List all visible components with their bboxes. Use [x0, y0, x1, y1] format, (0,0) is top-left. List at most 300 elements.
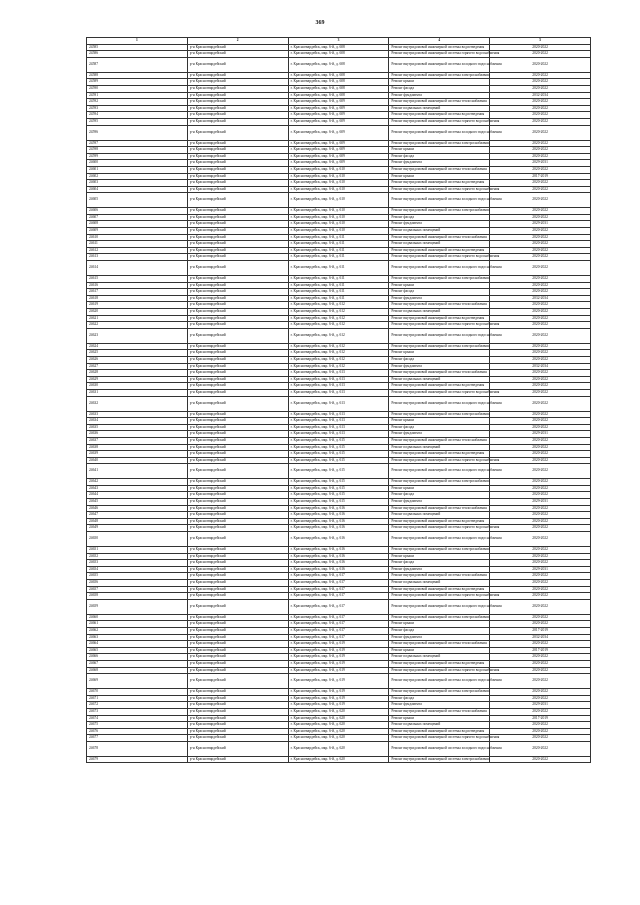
row-number-cell: 24600	[87, 160, 188, 167]
work-type-cell: Ремонт крыши	[389, 350, 490, 357]
work-type-cell: Ремонт подвальных помещений	[389, 444, 490, 451]
table-row	[87, 328, 591, 343]
district-cell: р-н Красногвардейский	[187, 547, 288, 554]
table-row	[87, 376, 591, 383]
table-body	[87, 44, 591, 763]
period-cell: 2020-2022	[490, 479, 591, 486]
address-cell: г. Красногвардейск, мкр. 6-й, д. 611	[288, 247, 389, 254]
table-row	[87, 147, 591, 154]
period-cell: 2020-2022	[490, 140, 591, 147]
table-row	[87, 282, 591, 289]
work-type-cell: Ремонт внутридомовой инженерной системы теплоснабжения	[389, 641, 490, 648]
work-type-cell: Ремонт фасада	[389, 627, 490, 634]
work-type-cell: Ремонт внутридомовой инженерной системы горячего водоснабжения	[389, 457, 490, 464]
row-number-cell: 24590	[87, 85, 188, 92]
address-cell: г. Красногвардейск, мкр. 6-й, д. 610	[288, 208, 389, 215]
row-number-cell: 24605	[87, 193, 188, 208]
work-type-cell: Ремонт фасада	[389, 492, 490, 499]
district-cell: р-н Красногвардейский	[187, 228, 288, 235]
address-cell: г. Красногвардейск, мкр. 6-й, д. 617	[288, 599, 389, 614]
district-cell: р-н Красногвардейский	[187, 153, 288, 160]
table-row	[87, 451, 591, 458]
district-cell: р-н Красногвардейский	[187, 479, 288, 486]
address-cell: г. Красногвардейск, мкр. 6-й, д. 608	[288, 57, 389, 72]
period-cell: 2020-2022	[490, 247, 591, 254]
address-cell: г. Красногвардейск, мкр. 6-й, д. 609	[288, 99, 389, 106]
address-cell: г. Красногвардейск, мкр. 6-й, д. 615	[288, 451, 389, 458]
period-cell: 2029-2031	[490, 221, 591, 228]
period-cell: 2020-2022	[490, 580, 591, 587]
period-cell: 2029-2031	[490, 160, 591, 167]
work-type-cell: Ремонт фундамента	[389, 92, 490, 99]
work-type-cell: Ремонт фундамента	[389, 160, 490, 167]
table-row	[87, 322, 591, 329]
work-type-cell: Ремонт внутридомовой инженерной системы водоотведения	[389, 112, 490, 119]
address-cell: г. Красногвардейск, мкр. 6-й, д. 616	[288, 553, 389, 560]
work-type-cell: Ремонт фасада	[389, 214, 490, 221]
table-row	[87, 193, 591, 208]
work-type-cell: Ремонт крыши	[389, 282, 490, 289]
table-row	[87, 715, 591, 722]
table-row	[87, 295, 591, 302]
work-type-cell: Ремонт крыши	[389, 79, 490, 86]
table-row	[87, 411, 591, 418]
period-cell: 2020-2022	[490, 689, 591, 696]
work-type-cell: Ремонт подвальных помещений	[389, 105, 490, 112]
work-type-cell: Ремонт внутридомовой инженерной системы холодного водоснабжения	[389, 261, 490, 276]
address-cell: г. Красногвардейск, мкр. 6-й, д. 620	[288, 715, 389, 722]
address-cell: г. Красногвардейск, мкр. 6-й, д. 609	[288, 125, 389, 140]
work-type-cell: Ремонт фасада	[389, 424, 490, 431]
address-cell: г. Красногвардейск, мкр. 6-й, д. 608	[288, 79, 389, 86]
row-number-cell: 24673	[87, 708, 188, 715]
work-type-cell: Ремонт внутридомовой инженерной системы горячего водоснабжения	[389, 51, 490, 58]
work-type-cell: Ремонт внутридомовой инженерной системы теплоснабжения	[389, 573, 490, 580]
period-cell: 2020-2022	[490, 85, 591, 92]
work-type-cell: Ремонт внутридомовой инженерной системы холодного водоснабжения	[389, 57, 490, 72]
row-number-cell: 24678	[87, 741, 188, 756]
district-cell: р-н Красногвардейский	[187, 525, 288, 532]
address-cell: г. Красногвардейск, мкр. 6-й, д. 616	[288, 518, 389, 525]
work-type-cell: Ремонт внутридомовой инженерной системы теплоснабжения	[389, 437, 490, 444]
row-number-cell: 24648	[87, 518, 188, 525]
district-cell: р-н Красногвардейский	[187, 118, 288, 125]
work-type-cell: Ремонт внутридомовой инженерной системы теплоснабжения	[389, 234, 490, 241]
address-cell: г. Красногвардейск, мкр. 6-й, д. 612	[288, 322, 389, 329]
table-row	[87, 660, 591, 667]
district-cell: р-н Красногвардейский	[187, 560, 288, 567]
row-number-cell: 24585	[87, 44, 188, 51]
district-cell: р-н Красногвардейский	[187, 573, 288, 580]
district-cell: р-н Красногвардейский	[187, 57, 288, 72]
period-cell: 2020-2022	[490, 518, 591, 525]
district-cell: р-н Красногвардейский	[187, 140, 288, 147]
address-cell: г. Красногвардейск, мкр. 6-й, д. 608	[288, 51, 389, 58]
work-type-cell: Ремонт внутридомовой инженерной системы холодного водоснабжения	[389, 741, 490, 756]
row-number-cell: 24655	[87, 573, 188, 580]
period-cell: 2020-2022	[490, 621, 591, 628]
row-number-cell: 24679	[87, 756, 188, 763]
period-cell: 2020-2022	[490, 444, 591, 451]
work-type-cell: Ремонт подвальных помещений	[389, 722, 490, 729]
row-number-cell: 24588	[87, 72, 188, 79]
row-number-cell: 24665	[87, 647, 188, 654]
row-number-cell: 24656	[87, 580, 188, 587]
work-type-cell: Ремонт внутридомовой инженерной системы горячего водоснабжения	[389, 389, 490, 396]
address-cell: г. Красногвардейск, мкр. 6-й, д. 610	[288, 180, 389, 187]
period-cell: 2020-2022	[490, 573, 591, 580]
table-row	[87, 125, 591, 140]
row-number-cell: 24635	[87, 424, 188, 431]
period-cell: 2020-2022	[490, 593, 591, 600]
address-cell: г. Красногвардейск, мкр. 6-й, д. 608	[288, 44, 389, 51]
row-number-cell: 24645	[87, 499, 188, 506]
address-cell: г. Красногвардейск, мкр. 6-й, д. 617	[288, 621, 389, 628]
row-number-cell: 24608	[87, 221, 188, 228]
district-cell: р-н Красногвардейский	[187, 566, 288, 573]
work-type-cell: Ремонт внутридомовой инженерной системы электроснабжения	[389, 276, 490, 283]
address-cell: г. Красногвардейск, мкр. 6-й, д. 615	[288, 444, 389, 451]
table-row	[87, 140, 591, 147]
table-row	[87, 105, 591, 112]
address-cell: г. Красногвардейск, мкр. 6-й, д. 613	[288, 418, 389, 425]
district-cell: р-н Красногвардейский	[187, 451, 288, 458]
row-number-cell: 24675	[87, 722, 188, 729]
col-header-3: 3	[288, 38, 389, 45]
period-cell: 2020-2022	[490, 44, 591, 51]
period-cell: 2020-2022	[490, 214, 591, 221]
period-cell: 2020-2022	[490, 79, 591, 86]
table-row	[87, 689, 591, 696]
address-cell: г. Красногвардейск, мкр. 6-й, д. 617	[288, 573, 389, 580]
work-type-cell: Ремонт подвальных помещений	[389, 309, 490, 316]
work-type-cell: Ремонт внутридомовой инженерной системы электроснабжения	[389, 411, 490, 418]
address-cell: г. Красногвардейск, мкр. 6-й, д. 611	[288, 295, 389, 302]
table-row	[87, 261, 591, 276]
district-cell: р-н Красногвардейский	[187, 166, 288, 173]
district-cell: р-н Красногвардейский	[187, 586, 288, 593]
period-cell: 2020-2022	[490, 241, 591, 248]
district-cell: р-н Красногвардейский	[187, 328, 288, 343]
table-row	[87, 370, 591, 377]
table-row	[87, 505, 591, 512]
work-type-cell: Ремонт внутридомовой инженерной системы горячего водоснабжения	[389, 593, 490, 600]
district-cell: р-н Красногвардейский	[187, 221, 288, 228]
table-row	[87, 247, 591, 254]
period-cell: 2020-2022	[490, 553, 591, 560]
period-cell: 2020-2022	[490, 735, 591, 742]
address-cell: г. Красногвардейск, мкр. 6-й, д. 611	[288, 234, 389, 241]
period-cell: 2020-2022	[490, 289, 591, 296]
work-type-cell: Ремонт внутридомовой инженерной системы водоотведения	[389, 247, 490, 254]
district-cell: р-н Красногвардейский	[187, 234, 288, 241]
table-row	[87, 363, 591, 370]
row-number-cell: 24594	[87, 112, 188, 119]
period-cell: 2020-2022	[490, 654, 591, 661]
district-cell: р-н Красногвардейский	[187, 647, 288, 654]
period-cell: 2029-2031	[490, 566, 591, 573]
district-cell: р-н Красногвардейский	[187, 735, 288, 742]
work-type-cell: Ремонт фасада	[389, 153, 490, 160]
work-type-cell: Ремонт внутридомовой инженерной системы водоотведения	[389, 518, 490, 525]
work-type-cell: Ремонт крыши	[389, 553, 490, 560]
address-cell: г. Красногвардейск, мкр. 6-й, д. 619	[288, 654, 389, 661]
table-row	[87, 573, 591, 580]
period-cell: 2017-2019	[490, 173, 591, 180]
row-number-cell: 24660	[87, 614, 188, 621]
address-cell: г. Красногвардейск, мкр. 6-й, д. 615	[288, 457, 389, 464]
district-cell: р-н Красногвардейский	[187, 147, 288, 154]
address-cell: г. Красногвардейск, мкр. 6-й, д. 616	[288, 512, 389, 519]
address-cell: г. Красногвардейск, мкр. 6-й, д. 615	[288, 464, 389, 479]
table-row	[87, 302, 591, 309]
address-cell: г. Красногвардейск, мкр. 6-й, д. 609	[288, 160, 389, 167]
period-cell: 2020-2022	[490, 186, 591, 193]
district-cell: р-н Красногвардейский	[187, 695, 288, 702]
row-number-cell: 24627	[87, 363, 188, 370]
address-cell: г. Красногвардейск, мкр. 6-й, д. 613	[288, 411, 389, 418]
district-cell: р-н Красногвардейский	[187, 499, 288, 506]
address-cell: г. Красногвардейск, мкр. 6-й, д. 612	[288, 309, 389, 316]
row-number-cell: 24668	[87, 667, 188, 674]
address-cell: г. Красногвардейск, мкр. 6-й, д. 610	[288, 228, 389, 235]
district-cell: р-н Красногвардейский	[187, 383, 288, 390]
period-cell: 2020-2022	[490, 586, 591, 593]
district-cell: р-н Красногвардейский	[187, 431, 288, 438]
address-cell: г. Красногвардейск, мкр. 6-й, д. 620	[288, 741, 389, 756]
table-row	[87, 153, 591, 160]
period-cell: 2020-2022	[490, 376, 591, 383]
address-cell: г. Красногвардейск, мкр. 6-й, д. 620	[288, 728, 389, 735]
period-cell: 2020-2022	[490, 99, 591, 106]
district-cell: р-н Красногвардейский	[187, 654, 288, 661]
district-cell: р-н Красногвардейский	[187, 411, 288, 418]
row-number-cell: 24654	[87, 566, 188, 573]
period-cell: 2020-2022	[490, 599, 591, 614]
address-cell: г. Красногвардейск, мкр. 6-й, д. 611	[288, 289, 389, 296]
address-cell: г. Красногвардейск, мкр. 6-й, д. 612	[288, 363, 389, 370]
table-row	[87, 241, 591, 248]
address-cell: г. Красногвардейск, мкр. 6-й, д. 616	[288, 547, 389, 554]
period-cell: 2020-2022	[490, 464, 591, 479]
work-type-cell: Ремонт внутридомовой инженерной системы теплоснабжения	[389, 370, 490, 377]
row-number-cell: 24595	[87, 118, 188, 125]
period-cell: 2032-2034	[490, 295, 591, 302]
table-row	[87, 208, 591, 215]
period-cell: 2017-2019	[490, 647, 591, 654]
period-cell: 2032-2034	[490, 92, 591, 99]
address-cell: г. Красногвардейск, мкр. 6-й, д. 609	[288, 112, 389, 119]
address-cell: г. Красногвардейск, мкр. 6-й, д. 616	[288, 532, 389, 547]
table-row	[87, 350, 591, 357]
district-cell: р-н Красногвардейский	[187, 315, 288, 322]
district-cell: р-н Красногвардейский	[187, 254, 288, 261]
table-row	[87, 424, 591, 431]
district-cell: р-н Красногвардейский	[187, 437, 288, 444]
work-type-cell: Ремонт внутридомовой инженерной системы холодного водоснабжения	[389, 396, 490, 411]
work-type-cell: Ремонт внутридомовой инженерной системы электроснабжения	[389, 140, 490, 147]
period-cell: 2020-2022	[490, 451, 591, 458]
district-cell: р-н Красногвардейский	[187, 99, 288, 106]
address-cell: г. Красногвардейск, мкр. 6-й, д. 610	[288, 221, 389, 228]
row-number-cell: 24638	[87, 444, 188, 451]
period-cell: 2020-2022	[490, 641, 591, 648]
address-cell: г. Красногвардейск, мкр. 6-й, д. 616	[288, 560, 389, 567]
table-row	[87, 547, 591, 554]
address-cell: г. Красногвардейск, мкр. 6-й, д. 617	[288, 593, 389, 600]
table-row	[87, 173, 591, 180]
district-cell: р-н Красногвардейский	[187, 241, 288, 248]
district-cell: р-н Красногвардейский	[187, 722, 288, 729]
table-row	[87, 118, 591, 125]
work-type-cell: Ремонт внутридомовой инженерной системы водоотведения	[389, 586, 490, 593]
period-cell: 2020-2022	[490, 254, 591, 261]
district-cell: р-н Красногвардейский	[187, 512, 288, 519]
address-cell: г. Красногвардейск, мкр. 6-й, д. 620	[288, 708, 389, 715]
row-number-cell: 24602	[87, 173, 188, 180]
district-cell: р-н Красногвардейский	[187, 728, 288, 735]
row-number-cell: 24610	[87, 234, 188, 241]
period-cell: 2020-2022	[490, 614, 591, 621]
district-cell: р-н Красногвардейский	[187, 44, 288, 51]
period-cell: 2020-2022	[490, 147, 591, 154]
district-cell: р-н Красногвардейский	[187, 356, 288, 363]
row-number-cell: 24677	[87, 735, 188, 742]
period-cell: 2020-2022	[490, 234, 591, 241]
district-cell: р-н Красногвардейский	[187, 51, 288, 58]
work-type-cell: Ремонт внутридомовой инженерной системы холодного водоснабжения	[389, 125, 490, 140]
table-row	[87, 396, 591, 411]
row-number-cell: 24599	[87, 153, 188, 160]
col-header-1: 1	[87, 38, 188, 45]
table-row	[87, 356, 591, 363]
district-cell: р-н Красногвардейский	[187, 282, 288, 289]
district-cell: р-н Красногвардейский	[187, 689, 288, 696]
district-cell: р-н Красногвардейский	[187, 261, 288, 276]
table-row	[87, 566, 591, 573]
address-cell: г. Красногвардейск, мкр. 6-й, д. 613	[288, 431, 389, 438]
period-cell: 2020-2022	[490, 396, 591, 411]
period-cell: 2020-2022	[490, 411, 591, 418]
district-cell: р-н Красногвардейский	[187, 247, 288, 254]
table-row	[87, 444, 591, 451]
work-type-cell: Ремонт внутридомовой инженерной системы электроснабжения	[389, 208, 490, 215]
table-row	[87, 57, 591, 72]
work-type-cell: Ремонт внутридомовой инженерной системы теплоснабжения	[389, 99, 490, 106]
address-cell: г. Красногвардейск, мкр. 6-й, д. 617	[288, 634, 389, 641]
address-cell: г. Красногвардейск, мкр. 6-й, д. 613	[288, 396, 389, 411]
work-type-cell: Ремонт внутридомовой инженерной системы горячего водоснабжения	[389, 525, 490, 532]
address-cell: г. Красногвардейск, мкр. 6-й, д. 616	[288, 505, 389, 512]
district-cell: р-н Красногвардейский	[187, 180, 288, 187]
address-cell: г. Красногвардейск, мкр. 6-й, д. 609	[288, 118, 389, 125]
period-cell: 2020-2022	[490, 57, 591, 72]
district-cell: р-н Красногвардейский	[187, 418, 288, 425]
period-cell: 2020-2022	[490, 512, 591, 519]
work-type-cell: Ремонт фасада	[389, 695, 490, 702]
period-cell: 2020-2022	[490, 756, 591, 763]
district-cell: р-н Красногвардейский	[187, 485, 288, 492]
period-cell: 2020-2022	[490, 505, 591, 512]
period-cell: 2020-2022	[490, 667, 591, 674]
row-number-cell: 24598	[87, 147, 188, 154]
district-cell: р-н Красногвардейский	[187, 464, 288, 479]
period-cell: 2020-2022	[490, 722, 591, 729]
work-type-cell: Ремонт фундамента	[389, 634, 490, 641]
work-type-cell: Ремонт фундамента	[389, 702, 490, 709]
period-cell: 2020-2022	[490, 72, 591, 79]
period-cell: 2020-2022	[490, 261, 591, 276]
row-number-cell: 24586	[87, 51, 188, 58]
table-row	[87, 85, 591, 92]
row-number-cell: 24604	[87, 186, 188, 193]
district-cell: р-н Красногвардейский	[187, 186, 288, 193]
table-row	[87, 72, 591, 79]
row-number-cell: 24659	[87, 599, 188, 614]
address-cell: г. Красногвардейск, мкр. 6-й, д. 612	[288, 343, 389, 350]
address-cell: г. Красногвардейск, мкр. 6-й, д. 620	[288, 722, 389, 729]
district-cell: р-н Красногвардейский	[187, 276, 288, 283]
table-row	[87, 627, 591, 634]
col-header-4: 4	[389, 38, 490, 45]
district-cell: р-н Красногвардейский	[187, 350, 288, 357]
period-cell: 2029-2031	[490, 702, 591, 709]
row-number-cell: 24621	[87, 315, 188, 322]
period-cell: 2020-2022	[490, 418, 591, 425]
address-cell: г. Красногвардейск, мкр. 6-й, д. 617	[288, 580, 389, 587]
work-type-cell: Ремонт крыши	[389, 147, 490, 154]
table-row	[87, 518, 591, 525]
work-type-cell: Ремонт фасада	[389, 85, 490, 92]
work-type-cell: Ремонт внутридомовой инженерной системы холодного водоснабжения	[389, 532, 490, 547]
district-cell: р-н Красногвардейский	[187, 708, 288, 715]
address-cell: г. Красногвардейск, мкр. 6-й, д. 619	[288, 695, 389, 702]
address-cell: г. Красногвардейск, мкр. 6-й, д. 608	[288, 92, 389, 99]
table-row	[87, 79, 591, 86]
district-cell: р-н Красногвардейский	[187, 309, 288, 316]
district-cell: р-н Красногвардейский	[187, 363, 288, 370]
row-number-cell: 24629	[87, 376, 188, 383]
work-type-cell: Ремонт фундамента	[389, 221, 490, 228]
district-cell: р-н Красногвардейский	[187, 634, 288, 641]
address-cell: г. Красногвардейск, мкр. 6-й, д. 613	[288, 389, 389, 396]
work-type-cell: Ремонт внутридомовой инженерной системы горячего водоснабжения	[389, 186, 490, 193]
address-cell: г. Красногвардейск, мкр. 6-й, д. 617	[288, 627, 389, 634]
address-cell: г. Красногвардейск, мкр. 6-й, д. 611	[288, 254, 389, 261]
work-type-cell: Ремонт внутридомовой инженерной системы электроснабжения	[389, 479, 490, 486]
period-cell: 2020-2022	[490, 282, 591, 289]
period-cell: 2020-2022	[490, 383, 591, 390]
row-number-cell: 24616	[87, 282, 188, 289]
district-cell: р-н Красногвардейский	[187, 295, 288, 302]
work-type-cell: Ремонт внутридомовой инженерной системы электроснабжения	[389, 756, 490, 763]
address-cell: г. Красногвардейск, мкр. 6-й, д. 619	[288, 660, 389, 667]
row-number-cell: 24636	[87, 431, 188, 438]
period-cell: 2020-2022	[490, 180, 591, 187]
row-number-cell: 24653	[87, 560, 188, 567]
table-row	[87, 621, 591, 628]
period-cell: 2017-2019	[490, 715, 591, 722]
work-type-cell: Ремонт внутридомовой инженерной системы водоотведения	[389, 180, 490, 187]
table-row	[87, 431, 591, 438]
table-row	[87, 695, 591, 702]
period-cell: 2020-2022	[490, 276, 591, 283]
table-row	[87, 741, 591, 756]
period-cell: 2020-2022	[490, 322, 591, 329]
row-number-cell: 24658	[87, 593, 188, 600]
period-cell: 2020-2022	[490, 674, 591, 689]
table-row	[87, 315, 591, 322]
